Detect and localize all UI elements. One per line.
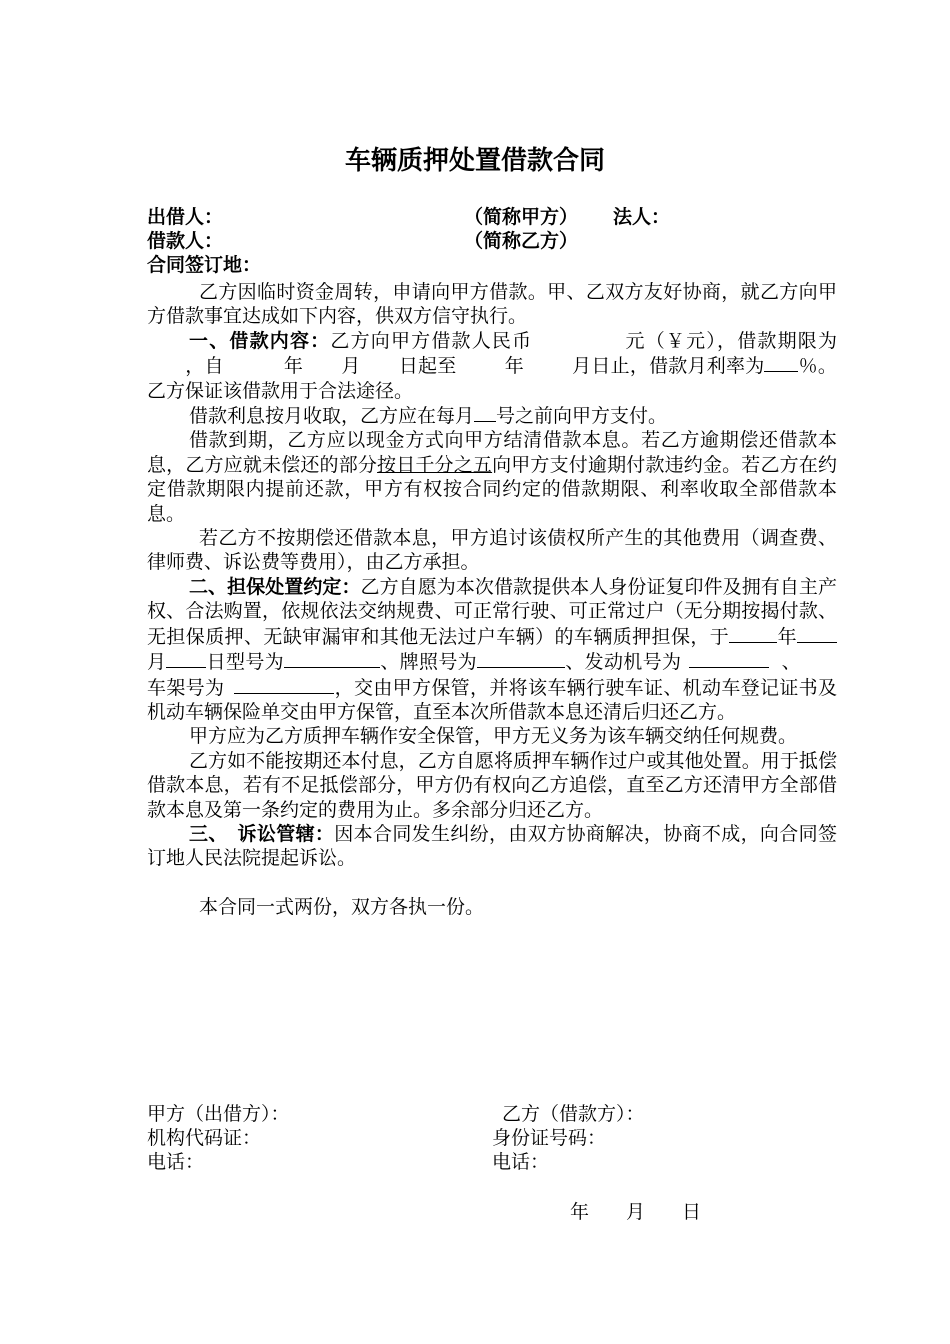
pay-day-blank[interactable]	[474, 403, 496, 422]
custody-paragraph: 甲方应为乙方质押车辆作安全保管，甲方无义务为该车辆交纳任何规费。	[189, 725, 798, 748]
section2-terms: 二、担保处置约定：乙方自愿为本次借款提供本人身份证复印件及拥有自主产权、合法购置，依规依法交纳规费、可正常行驶、可正常过户（无分期按揭付款、无担保质押、无缺审漏审和其他无法过户车辆）的车辆质押担保，于 年月 日型号为 、牌照号为 、发动机号为 、车架号为 ，交由甲方保管，并将该车辆行驶车证、机动车登记证书及机动车辆保险单交由甲方保管，直至本次所借款本息还清后归还乙方。	[147, 575, 837, 723]
rate-blank[interactable]	[764, 353, 798, 372]
due-paragraph: 借款到期，乙方应以现金方式向甲方结清借款本息。若乙方逾期偿还借款本息，乙方应就未偿还的部分按日千分之五向甲方支付逾期付款违约金。若乙方在约定借款期限内提前还款，甲方有权按合同约定的借款期限、利率收取全部借款本息。	[147, 429, 837, 525]
pledge-year-blank[interactable]	[729, 624, 777, 643]
document-title: 车辆质押处置借款合同	[344, 146, 605, 176]
section1-terms: 一、借款内容：乙方向甲方借款人民币 元（￥元），借款期限为，自 年 月 日起至 年 月日止，借款月利率为 ％。乙方保证该借款用于合法途径。	[147, 329, 837, 402]
section3-heading: 三、 诉讼管辖：	[189, 822, 335, 845]
interest-paragraph: 借款利息按月收取，乙方应在每月 号之前向甲方支付。	[189, 405, 668, 428]
date-year: 年	[570, 1201, 590, 1223]
copies-paragraph: 本合同一式两份，双方各执一份。	[199, 895, 485, 918]
model-blank[interactable]	[284, 649, 380, 668]
penalty-rate: 按日千分之五	[377, 453, 493, 476]
sign-place-label: 合同签订地：	[147, 254, 262, 276]
party-a-label: 甲方（出借方）：	[147, 1103, 290, 1125]
party-b-phone-label: 电话：	[492, 1151, 550, 1173]
party-a-phone-label: 电话：	[147, 1151, 205, 1173]
legal-person-label: 法人：	[613, 206, 671, 228]
plate-blank[interactable]	[477, 649, 565, 668]
date-day: 日	[682, 1201, 702, 1223]
pledge-day-blank[interactable]	[166, 649, 206, 668]
costs-paragraph: 若乙方不按期偿还借款本息，甲方追讨该债权所产生的其他费用（调查费、律师费、诉讼费等费用），由乙方承担。	[147, 527, 837, 574]
disposal-paragraph: 乙方如不能按期还本付息，乙方自愿将质押车辆作过户或其他处置。用于抵偿借款本息，若有不足抵偿部分，甲方仍有权向乙方追偿，直至乙方还清甲方全部借款本息及第一条约定的费用为止。多余部分归还乙方。	[147, 749, 837, 821]
org-code-label: 机构代码证：	[147, 1127, 262, 1149]
lender-label: 出借人：	[147, 206, 224, 228]
section3-paragraph: 三、 诉讼管辖：因本合同发生纠纷，由双方协商解决，协商不成，向合同签订地人民法院提起诉讼。	[147, 822, 837, 870]
date-month: 月	[626, 1201, 646, 1223]
id-number-label: 身份证号码：	[492, 1127, 607, 1149]
borrower-label: 借款人：	[147, 230, 224, 252]
intro-paragraph: 乙方因临时资金周转，申请向甲方借款。甲、乙双方友好协商，就乙方向甲方借款事宜达成如下内容，供双方信守执行。	[147, 281, 837, 328]
borrower-abbr: （简称乙方）	[464, 230, 579, 252]
lender-row	[147, 205, 671, 229]
section2-heading: 二、担保处置约定：	[189, 575, 361, 598]
engine-blank[interactable]	[689, 649, 769, 668]
section1-heading: 一、借款内容：	[189, 329, 331, 352]
lender-abbr: （简称甲方）	[464, 206, 579, 228]
party-b-label: 乙方（借款方）：	[502, 1103, 645, 1125]
vin-blank[interactable]	[234, 675, 334, 694]
borrower-row	[147, 229, 579, 253]
contract-body	[147, 280, 837, 919]
pledge-month-blank[interactable]	[797, 624, 837, 643]
